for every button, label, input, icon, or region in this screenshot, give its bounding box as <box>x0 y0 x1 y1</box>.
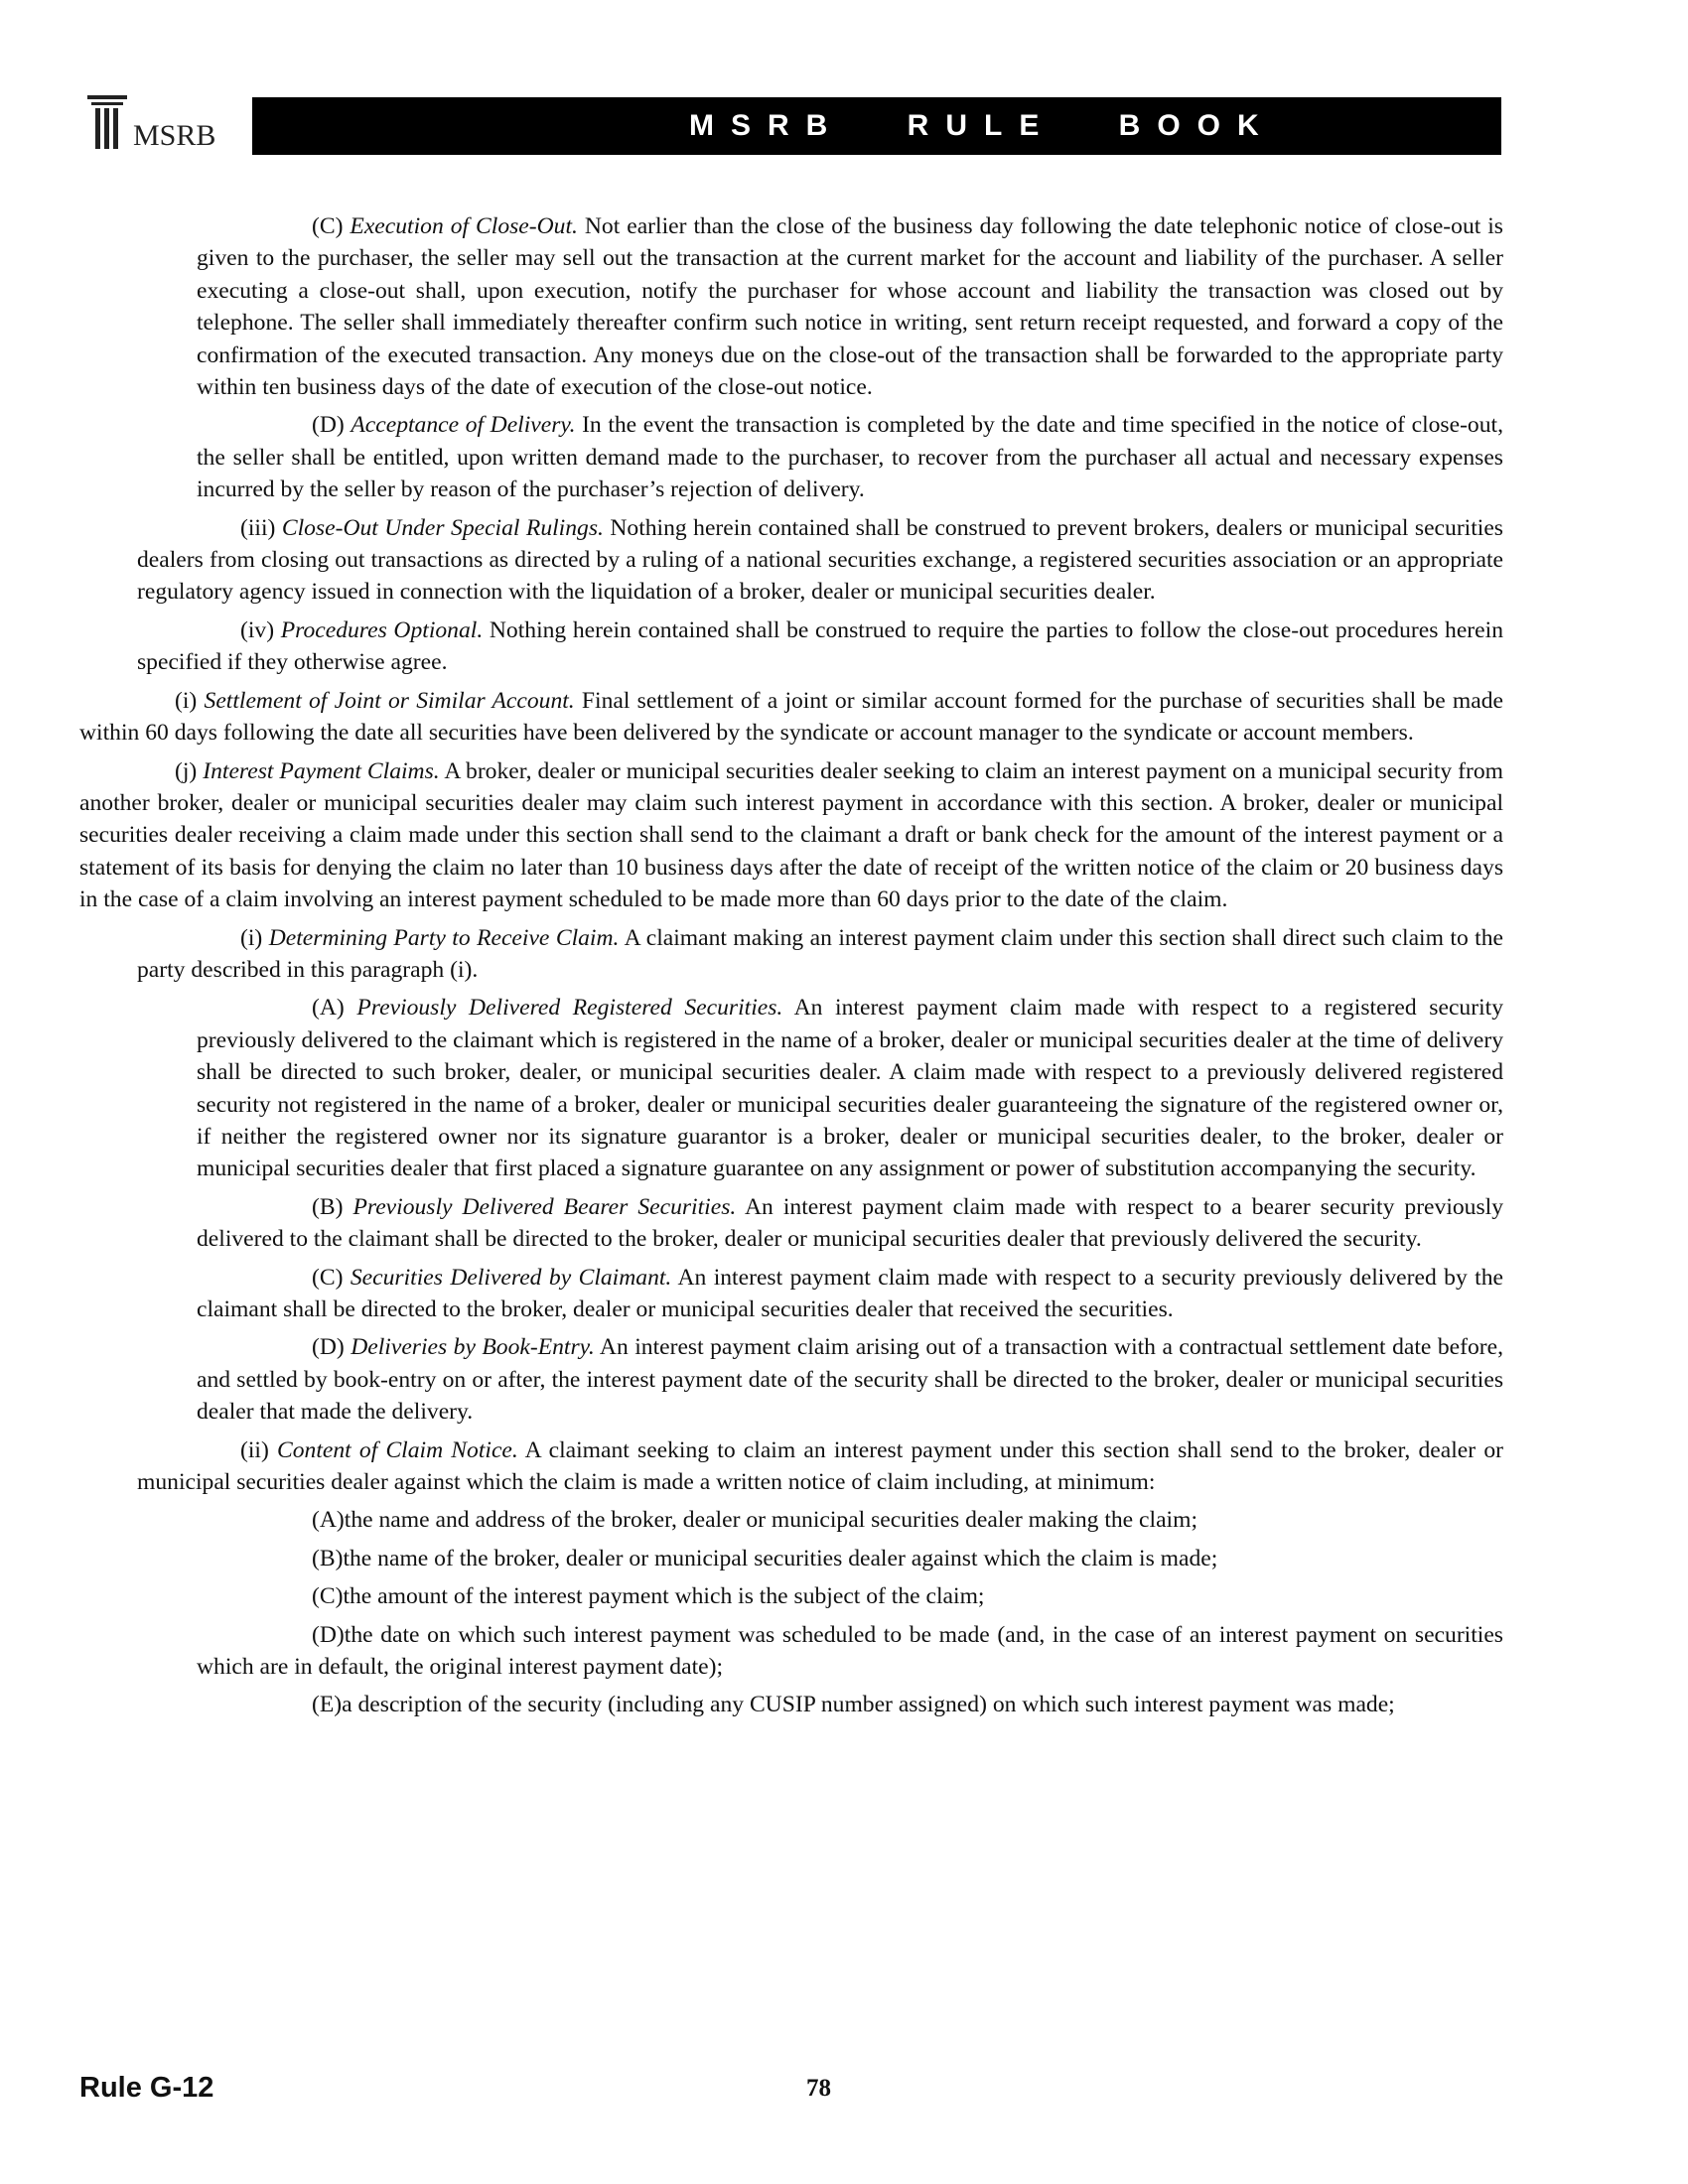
paragraph-text: the name of the broker, dealer or municipal securities dealer against which the claim is made; <box>343 1545 1218 1571</box>
paragraph-heading: Securities Delivered by Claimant. <box>350 1264 672 1291</box>
paragraph-label: (C) <box>312 213 344 239</box>
paragraph-i-determining-party <box>79 922 1503 987</box>
paragraph-heading: Settlement of Joint or Similar Account. <box>204 687 575 714</box>
banner-title: MSRB RULE BOOK <box>689 109 1276 142</box>
paragraph-label: (B) <box>312 1545 344 1571</box>
paragraph-heading: Previously Delivered Bearer Securities. <box>352 1193 737 1220</box>
paragraph-label: (iv) <box>240 616 275 643</box>
paragraph-label: (i) <box>240 924 263 951</box>
paragraph-label: (i) <box>175 687 198 714</box>
paragraph-text: An interest payment claim made with respect to a security previously delivered by the claimant shall be directed to the broker, dealer or municipal securities dealer that received the securities. <box>197 1264 1504 1322</box>
paragraph-heading: Content of Claim Notice. <box>277 1436 518 1463</box>
paragraph-d-deliveries-by-book-entry <box>79 1331 1503 1428</box>
paragraph-text: Final settlement of a joint or similar account formed for the purchase of securities shall be made within 60 days following the date all securities have been delivered by the syndicate or account manager to the syndicate or account members. <box>79 687 1503 747</box>
paragraph-text: An interest payment claim made with respect to a bearer security previously delivered to the claimant shall be directed to the broker, dealer or municipal securities dealer that previously delivered the security. <box>197 1193 1504 1253</box>
paragraph-heading: Execution of Close-Out. <box>350 213 578 239</box>
paragraph-label: (C) <box>312 1583 344 1610</box>
paragraph-label: (C) <box>312 1264 344 1291</box>
paragraph-label: (j) <box>175 757 198 784</box>
list-item-c <box>79 1580 1503 1612</box>
rule-text-body <box>79 210 1503 1727</box>
paragraph-text: An interest payment claim arising out of a transaction with a contractual settlement date before, and settled by book-entry on or after, the interest payment date of the security shall be directed to the broker, dealer or municipal securities dealer that made the delivery. <box>197 1334 1503 1426</box>
paragraph-c-execution-of-close-out <box>79 210 1503 403</box>
page-header <box>83 91 1501 159</box>
paragraph-label: (ii) <box>240 1436 269 1463</box>
list-item-a <box>79 1504 1503 1536</box>
paragraph-text: Nothing herein contained shall be construed to prevent brokers, dealers or municipal securities dealers from closing out transactions as directed by a ruling of a national securities exchange, a registered securities association or an appropriate regulatory agency issued in connection with the liquidation of a broker, dealer or municipal securities dealer. <box>137 514 1503 606</box>
msrb-logo <box>83 91 252 159</box>
section-i-settlement-joint-account <box>79 685 1503 750</box>
paragraph-text: the amount of the interest payment which is the subject of the claim; <box>343 1583 985 1610</box>
paragraph-text: A claimant seeking to claim an interest payment under this section shall send to the broker, dealer or municipal securities dealer against which the claim is made a written notice of claim including, at minimum: <box>137 1436 1503 1496</box>
paragraph-heading: Acceptance of Delivery. <box>351 412 576 439</box>
paragraph-d-acceptance-of-delivery <box>79 409 1503 505</box>
list-item-e <box>79 1689 1503 1720</box>
paragraph-heading: Procedures Optional. <box>280 616 484 643</box>
pillar-icon <box>87 95 131 151</box>
paragraph-text: An interest payment claim made with respect to a registered security previously delivered to the claimant which is registered in the name of a broker, dealer or municipal securities dealer at the time of delivery shall be directed to such broker, dealer, or municipal securities dealer. A claim made with respect to a previously delivered registered security not registered in the name of a broker, dealer or municipal securities dealer guaranteeing the signature of the registered owner or, if neither the registered owner nor its signature guarantor is a broker, dealer or municipal securities dealer, to the broker, dealer or municipal securities dealer that first placed a signature guarantee on any assignment or power of substitution accompanying the security. <box>197 995 1503 1182</box>
paragraph-text: A broker, dealer or municipal securities dealer seeking to claim an interest payment on a municipal security from another broker, dealer or municipal securities dealer may claim such interest payment in accordance with this section. A broker, dealer or municipal securities dealer receiving a claim made under this section shall send to the claimant a draft or bank check for the amount of the interest payment or a statement of its basis for denying the claim no later than 10 business days after the date of receipt of the written notice of the claim or 20 business days in the case of a claim involving an interest payment scheduled to be made more than 60 days prior to the date of the claim. <box>79 757 1503 913</box>
paragraph-label: (D) <box>312 412 345 439</box>
paragraph-iv-procedures-optional <box>79 614 1503 679</box>
paragraph-heading: Previously Delivered Registered Securities. <box>356 995 783 1022</box>
paragraph-text: Not earlier than the close of the business day following the date telephonic notice of close-out is given to the purchaser, the seller may sell out the transaction at the current market for the account and liability of the purchaser. A seller executing a close-out shall, upon execution, notify the purchaser for whose account and liability the transaction was closed out by telephone. The seller shall immediately thereafter confirm such notice in writing, sent return receipt requested, and forward a copy of the confirmation of the executed transaction. Any moneys due on the close-out of the transaction shall be forwarded to the appropriate party within ten business days of the date of execution of the close-out notice. <box>197 213 1503 401</box>
paragraph-heading: Interest Payment Claims. <box>203 757 440 784</box>
paragraph-text: the name and address of the broker, dealer or municipal securities dealer making the claim; <box>344 1507 1198 1534</box>
paragraph-label: (A) <box>312 995 345 1022</box>
footer-rule-label: Rule G-12 <box>79 2072 214 2104</box>
paragraph-heading: Close-Out Under Special Rulings. <box>281 514 604 541</box>
rule-book-banner <box>252 97 1501 155</box>
footer-page-number: 78 <box>806 2075 831 2102</box>
paragraph-c-securities-delivered-by-claimant <box>79 1262 1503 1326</box>
paragraph-text: In the event the transaction is completed by the date and time specified in the notice of close-out, the seller shall be entitled, upon written demand made to the purchaser, to recover from the purchaser all actual and necessary expenses incurred by the seller by reason of the purchaser’s rejection of delivery. <box>197 412 1503 503</box>
list-item-d <box>79 1619 1503 1684</box>
paragraph-heading: Deliveries by Book-Entry. <box>351 1334 595 1361</box>
paragraph-iii-close-out-special-rulings <box>79 512 1503 609</box>
paragraph-text: a description of the security (including any CUSIP number assigned) on which such interest payment was made; <box>342 1692 1395 1718</box>
paragraph-text: the date on which such interest payment was scheduled to be made (and, in the case of an interest payment on securities which are in default, the original interest payment date); <box>197 1621 1503 1681</box>
paragraph-text: Nothing herein contained shall be construed to require the parties to follow the close-out procedures herein specified if they otherwise agree. <box>137 616 1503 676</box>
paragraph-b-bearer-securities <box>79 1191 1503 1256</box>
paragraph-text: A claimant making an interest payment claim under this section shall direct such claim to the party described in this paragraph (i). <box>137 924 1504 983</box>
paragraph-label: (iii) <box>240 514 276 541</box>
paragraph-label: (D) <box>312 1621 345 1648</box>
paragraph-a-registered-securities <box>79 992 1503 1184</box>
logo-text: MSRB <box>133 119 216 152</box>
paragraph-label: (D) <box>312 1334 345 1361</box>
paragraph-label: (A) <box>312 1507 345 1534</box>
paragraph-heading: Determining Party to Receive Claim. <box>268 924 620 951</box>
list-item-b <box>79 1543 1503 1574</box>
paragraph-ii-content-of-claim-notice <box>79 1434 1503 1499</box>
paragraph-label: (B) <box>312 1193 344 1220</box>
section-j-interest-payment-claims <box>79 755 1503 916</box>
paragraph-label: (E) <box>312 1692 343 1718</box>
